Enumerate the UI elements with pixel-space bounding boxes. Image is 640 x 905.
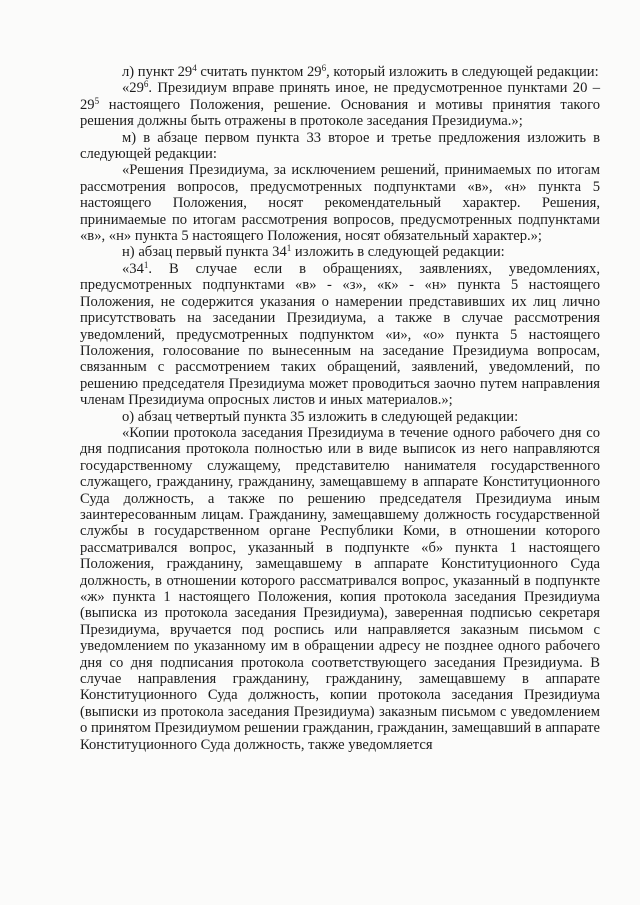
paragraph-item-l	[80, 64, 600, 80]
text-run: считать пунктом 29	[196, 64, 322, 80]
paragraph-item-o	[80, 409, 600, 425]
superscript-mark: 1	[286, 243, 292, 254]
paragraph-quote-35	[80, 425, 600, 753]
text-run: н) абзац первый пункта 34	[122, 244, 287, 261]
text-run: о) абзац четвертый пункта 35 изложить в следующей редакции:	[122, 408, 519, 425]
paragraph-quote-33	[80, 162, 600, 244]
paragraph-item-m	[80, 130, 600, 163]
text-run: . В случае если в обращениях, заявлениях, уведомлениях, предусмотренных подпунктами «в» - «з», «к» - «н» пункта 5 настоящего Положения, не содержится указания о намерении представивших их лиц лично присутствовать на заседании Президиума, а также в случае рассмотрения уведомлений, предусмотренных подпунктом «и», «о» пункта 5 настоящего Положения, голосование по вынесенным на заседание Президиума вопросам, связанным с рассмотрением таких обращений, заявлений, уведомлений, по решению председателя Президиума может проводиться заочно путем направления членам Президиума опросных листов и иных материалов.»;	[80, 260, 600, 409]
document-body	[80, 64, 600, 753]
superscript-mark: 6	[143, 79, 149, 90]
paragraph-item-n	[80, 244, 600, 260]
text-run: «Копии протокола заседания Президиума в течение одного рабочего дня со дня подписания протокола полностью или в виде выписок из него направляются государственному служащему, представителю нанимателя государственного служащего, гражданину, гражданину, замещавшему в аппарате Конституционного Суда должность, а также по решению председателя Президиума иным заинтересованным лицам. Гражданину, замещавшему должность государственной службы в государственном органе Республики Коми, в отношении которого рассматривался вопрос, указанный в подпункте «б» пункта 1 настоящего Положения, гражданину, замещавшему в аппарате Конституционного Суда должность, в отношении которого рассматривался вопрос, указанный в подпункте «ж» пункта 1 настоящего Положения, копия протокола заседания Президиума (выписка из протокола заседания Президиума), заверенная подписью секретаря Президиума, вручается под роспись или направляется заказным письмом с уведомлением по указанному им в обращении адресу не позднее одного рабочего дня со дня подписания протокола соответствующего заседания Президиума. В случае направления гражданину, гражданину, замещавшему в аппарате Конституционного Суда должность, копии протокола заседания Президиума (выписки из протокола заседания Президиума) заказным письмом с уведомлением о принятом Президиумом решении гражданин, гражданин, замещавший в аппарате Конституционного Суда должность, также уведомляется	[80, 424, 600, 753]
text-run: «29	[122, 80, 144, 97]
paragraph-quote-34-1	[80, 261, 600, 409]
superscript-mark: 5	[94, 95, 100, 106]
superscript-mark: 4	[192, 63, 197, 73]
text-run: изложить в следующей редакции:	[291, 244, 505, 261]
paragraph-quote-29-6	[80, 80, 600, 129]
text-run: «34	[122, 260, 144, 277]
superscript-mark: 1	[143, 259, 149, 270]
text-run: . Президиум вправе принять иное, не предусмотренное пунктами 20 – 29	[80, 80, 600, 113]
text-run: настоящего Положения, решение. Основания и мотивы принятия такого решения должны быть отражены в протоколе заседания Президиума.»;	[80, 96, 600, 130]
superscript-mark: 6	[321, 63, 327, 73]
text-run: , который изложить в следующей редакции:	[326, 64, 599, 80]
text-run: л) пункт 29	[122, 64, 193, 80]
text-run: «Решения Президиума, за исключением решений, принимаемых по итогам рассмотрения вопросов, предусмотренных подпунктами «в», «н» пункта 5 настоящего Положения, носят рекомендательный характер. Решения, принимаемые по итогам рассмотрения вопросов, предусмотренных подпунктами «в», «н» пункта 5 настоящего Положения, носят обязательный характер.»;	[80, 162, 600, 245]
text-run: м) в абзаце первом пункта 33 второе и третье предложения изложить в следующей редакции:	[80, 129, 600, 163]
